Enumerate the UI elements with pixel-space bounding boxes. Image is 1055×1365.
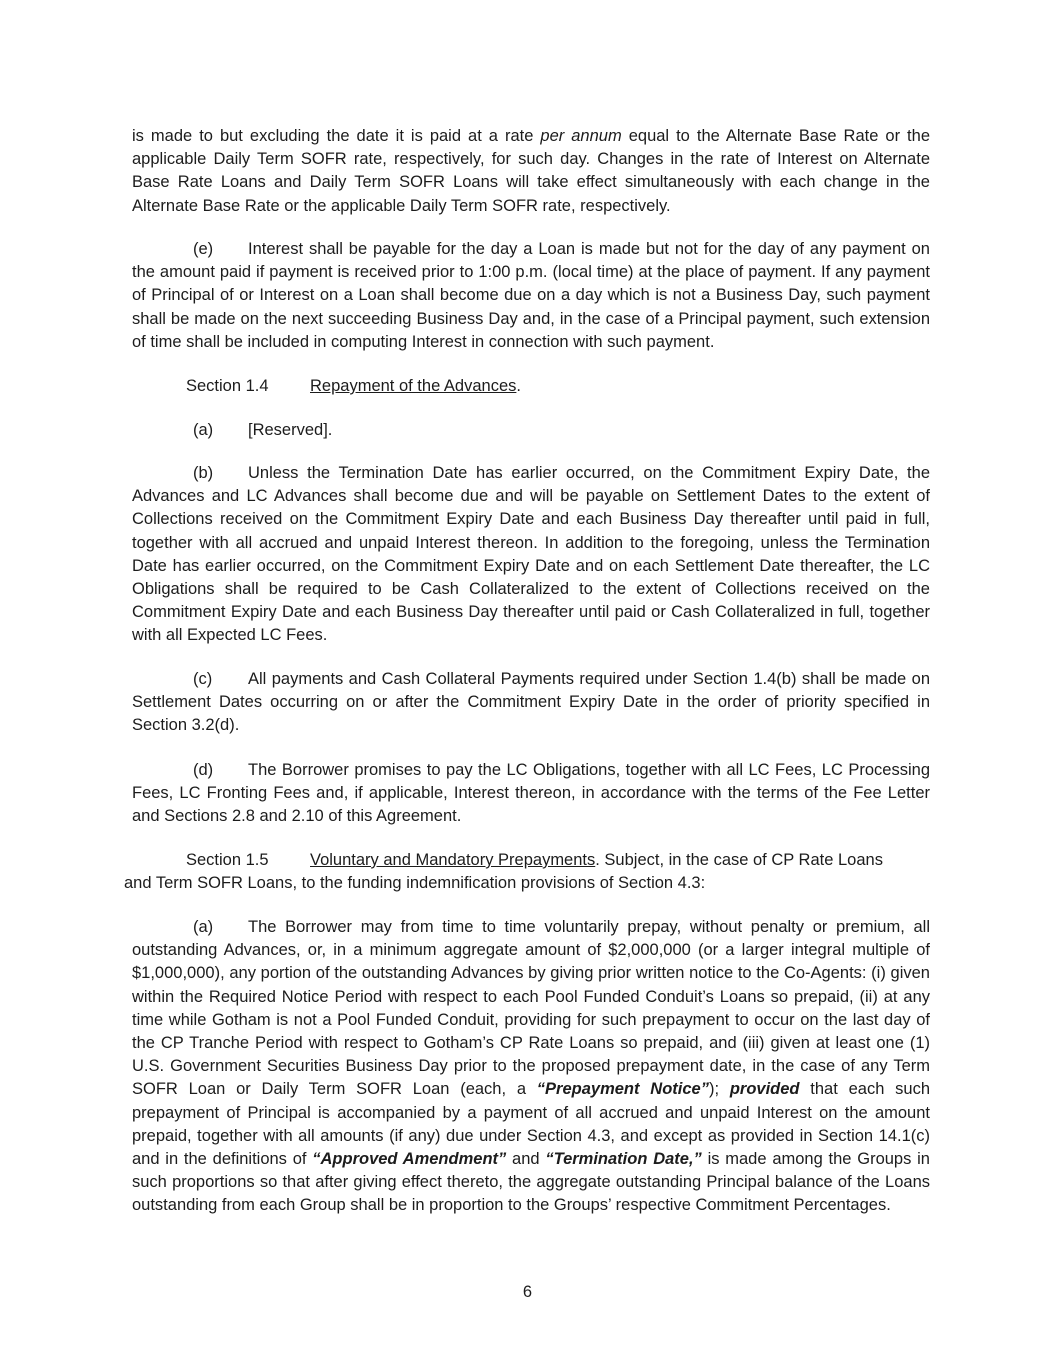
clause-text: All payments and Cash Collateral Payments required under Section 1.4(b) shall be made on Settlement Dates occurring on or after the Commitment Expiry Date in the order of priority specified in Section 3.2(d). — [132, 670, 930, 735]
clause-text: ); — [708, 1080, 730, 1099]
paragraph-1-5-a — [132, 916, 930, 1218]
clause-label: (c) — [193, 670, 213, 688]
text-run: is made to but excluding the date it is paid at a rate — [132, 127, 541, 145]
section-heading-1-5 — [186, 849, 930, 872]
clause-text: The Borrower may from time to time voluntarily prepay, without penalty or premium, all outstanding Advances, or, in a minimum aggregate amount of $2,000,000 (or a larger integral multiple of $1,000,000), any portion of the outstanding Advances by giving prior written notice to the Co-Agents: (i) given within the Required Notice Period with respect to each Pool Funded Conduit’s Loans so prepaid, (ii) at any time while Gotham is not a Pool Funded Conduit, providing for such prepayment to occur on the last day of the CP Tranche Period with respect to Gotham’s CP Rate Loans so prepaid, and (iii) given at least one (1) U.S. Government Securities Business Day prior to the proposed prepayment date, in the case of any Term SOFR Loan or Daily Term SOFR Loan (each, a — [132, 918, 930, 1099]
clause-text: and — [506, 1150, 546, 1169]
clause-text: The Borrower promises to pay the LC Obligations, together with all LC Fees, LC Processing Fees, LC Fronting Fees and, if applicable, Interest thereon, in accordance with the terms of the Fee Letter and Sections 2.8 and 2.10 of this Agreement. — [132, 761, 930, 826]
section-title-punct: . — [516, 377, 521, 395]
page-number: 6 — [522, 1283, 533, 1301]
clause-text: Unless the Termination Date has earlier occurred, on the Commitment Expiry Date, the Advances and LC Advances shall become due and will be payable on Settlement Dates to the extent of Collections received on the Commitment Expiry Date and each Business Day thereafter until paid in full, together with all accrued and unpaid Interest thereon. In addition to the foregoing, unless the Termination Date has earlier occurred, on the Commitment Expiry Date and on each Settlement Date thereafter, the LC Obligations shall be required to be Cash Collateralized to the extent of Collections received on the Commitment Expiry Date and each Business Day thereafter until paid or Cash Collateralized in full, together with all Expected LC Fees. — [132, 464, 930, 645]
section-heading-1-4 — [186, 375, 521, 398]
clause-text: Interest shall be payable for the day a Loan is made but not for the day of any payment on the amount paid if payment is received prior to 1:00 p.m. (local time) at the place of payment. If any payment of Principal of or Interest on a Loan shall become due on a day which is not a Business Day, such payment shall be made on the next succeeding Business Day and, in the case of a Principal payment, such extension of time shall be included in computing Interest in connection with such payment. — [132, 240, 930, 351]
section-title: Voluntary and Mandatory Prepayments — [310, 851, 596, 869]
section-number: Section 1.5 — [186, 851, 269, 869]
section-heading-1-5-line2 — [124, 872, 705, 895]
paragraph-1-4-b — [132, 462, 930, 648]
section-intro-text: and Term SOFR Loans, to the funding indemnification provisions of Section 4.3: — [124, 874, 706, 892]
clause-text: [Reserved]. — [248, 421, 333, 439]
clause-label: (a) — [193, 421, 214, 439]
paragraph-interest-rate-continuation — [132, 125, 930, 218]
defined-term: “Prepayment Notice” — [536, 1080, 709, 1099]
section-title: Repayment of the Advances — [310, 377, 517, 395]
paragraph-1-4-a — [132, 419, 930, 442]
defined-term: provided — [729, 1080, 800, 1099]
clause-text: is made among the Groups in such proportions so that after giving effect thereto, the aggregate outstanding Principal balance of the Loans outstanding from each Group shall be in proportion to the Groups’ respective Commitment Percentages. — [132, 1150, 930, 1215]
clause-label: (e) — [193, 240, 214, 258]
defined-term: “Approved Amendment” — [312, 1150, 507, 1169]
paragraph-1-4-d — [132, 759, 930, 829]
section-number: Section 1.4 — [186, 377, 269, 395]
clause-label: (b) — [193, 464, 214, 482]
italic-text: per annum — [540, 127, 622, 145]
paragraph-e — [132, 238, 930, 354]
text-run: equal to the Alternate Base Rate or the applicable Daily Term SOFR rate, respectively, for such day. Changes in the rate of Interest on Alternate Base Rate Loans and Daily Term SOFR Loans will take effect simultaneously with each change in the Alternate Base Rate or the applicable Daily Term SOFR rate, respectively. — [132, 127, 930, 215]
section-title-continuation: . Subject, in the case of CP Rate Loans — [595, 851, 883, 869]
clause-label: (d) — [193, 761, 214, 779]
paragraph-1-4-c — [132, 668, 930, 738]
clause-text: that each such prepayment of Principal is accompanied by a payment of all accrued and unpaid Interest on the amount prepaid, together with all amounts (if any) due under Section 4.3, and except as provided in Section 14.1(c) and in the definitions of — [132, 1080, 930, 1169]
defined-term: “Termination Date,” — [545, 1150, 702, 1169]
clause-label: (a) — [193, 918, 214, 936]
